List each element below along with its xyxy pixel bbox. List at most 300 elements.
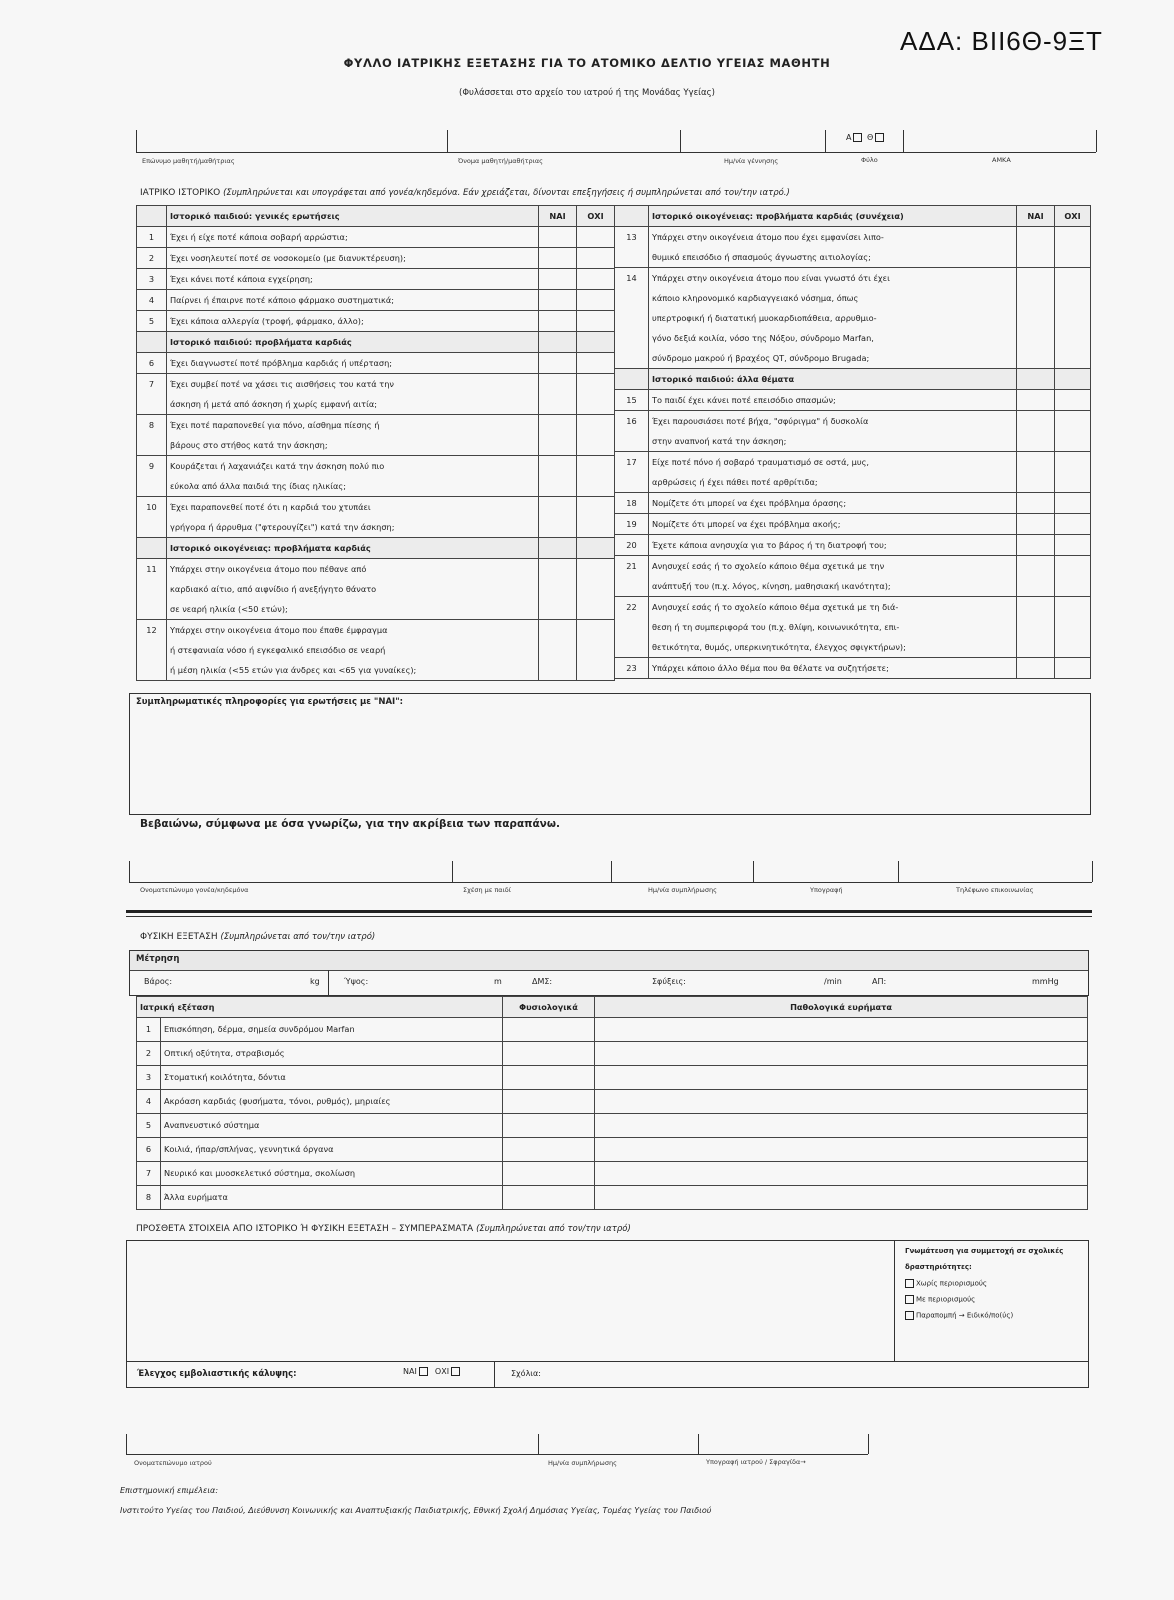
exam-item: Κοιλιά, ήπαρ/σπλήνας, γεννητικά όργανα <box>161 1138 503 1162</box>
no-cell[interactable] <box>577 456 615 477</box>
question-row <box>615 247 1091 268</box>
opt-no-restrictions[interactable]: Χωρίς περιορισμούς <box>903 1279 987 1288</box>
question-text: Παίρνει ή έπαιρνε ποτέ κάποιο φάρμακο συστηματικά; <box>167 290 539 311</box>
yes-cell[interactable] <box>1017 637 1055 658</box>
no-cell[interactable] <box>577 497 615 518</box>
right-header: Ιστορικό οικογένειας: προβλήματα καρδιάς (συνέχεια) <box>649 206 1017 227</box>
yes-cell[interactable] <box>1017 268 1055 289</box>
yes-cell[interactable] <box>1017 535 1055 556</box>
normal-cell[interactable] <box>503 1018 595 1042</box>
exam-item: Αναπνευστικό σύστημα <box>161 1114 503 1138</box>
yes-cell[interactable] <box>539 456 577 477</box>
comments-label: Σχόλια: <box>511 1369 541 1378</box>
no-cell[interactable] <box>577 311 615 332</box>
normal-cell[interactable] <box>503 1090 595 1114</box>
sex-a-checkbox[interactable] <box>853 133 862 142</box>
no-cell[interactable] <box>577 269 615 290</box>
vaccination-label: Έλεγχος εμβολιαστικής κάλυψης: <box>137 1369 297 1379</box>
normal-cell[interactable] <box>503 1114 595 1138</box>
yes-cell[interactable] <box>1017 452 1055 473</box>
no-cell[interactable] <box>1055 658 1091 679</box>
no-cell[interactable] <box>1055 576 1091 597</box>
question-row <box>137 311 615 332</box>
abnormal-cell[interactable] <box>595 1090 1088 1114</box>
question-number: 13 <box>615 227 649 248</box>
normal-cell[interactable] <box>503 1186 595 1210</box>
bmi-label: ΔΜΣ: <box>532 977 553 986</box>
exam-item: Νευρικό και μυοσκελετικό σύστημα, σκολίωση <box>161 1162 503 1186</box>
question-text: Υπάρχει στην οικογένεια άτομο που πέθανε από <box>167 559 539 580</box>
exam-row <box>137 1138 1088 1162</box>
exam-row <box>137 1090 1088 1114</box>
question-number <box>137 517 167 538</box>
no-restrictions-checkbox[interactable] <box>905 1279 914 1288</box>
no-cell[interactable] <box>577 227 615 248</box>
no-cell[interactable] <box>1055 328 1091 348</box>
yes-cell[interactable] <box>539 538 577 559</box>
yes-cell[interactable] <box>1017 431 1055 452</box>
yes-cell[interactable] <box>1017 308 1055 328</box>
yes-cell[interactable] <box>539 476 577 497</box>
no-cell[interactable] <box>1055 617 1091 637</box>
question-row <box>615 514 1091 535</box>
sex-label: Φύλο <box>861 156 878 164</box>
question-text: Έχει παραπονεθεί ποτέ ότι η καρδιά του χτυπάει <box>167 497 539 518</box>
question-row <box>137 620 615 641</box>
question-text: γρήγορα ή άρρυθμα ("φτερουγίζει") κατά την άσκηση; <box>167 517 539 538</box>
yes-cell[interactable] <box>539 620 577 641</box>
question-number: 12 <box>137 620 167 641</box>
yes-cell[interactable] <box>539 497 577 518</box>
no-cell[interactable] <box>577 435 615 456</box>
question-row <box>615 328 1091 348</box>
section-header-row <box>137 538 615 559</box>
yes-cell[interactable] <box>539 290 577 311</box>
question-row <box>615 390 1091 411</box>
question-row <box>615 227 1091 248</box>
question-row <box>615 576 1091 597</box>
no-cell[interactable] <box>577 353 615 374</box>
question-number <box>615 617 649 637</box>
yes-cell[interactable] <box>1017 597 1055 618</box>
exam-col3: Παθολογικά ευρήματα <box>595 997 1088 1018</box>
question-number <box>615 328 649 348</box>
yes-cell[interactable] <box>539 599 577 620</box>
no-cell[interactable] <box>577 415 615 436</box>
surname-label: Επώνυμο μαθητή/μαθήτριας <box>142 157 235 165</box>
question-number: 10 <box>137 497 167 518</box>
question-text: βάρους στο στήθος κατά την άσκηση; <box>167 435 539 456</box>
section-header: Ιστορικό παιδιού: άλλα θέματα <box>649 369 1017 390</box>
yes-cell[interactable] <box>539 517 577 538</box>
no-cell[interactable] <box>577 290 615 311</box>
question-text: Έχετε κάποια ανησυχία για το βάρος ή τη διατροφή του; <box>649 535 1017 556</box>
question-number <box>615 247 649 268</box>
extra-info-label: Συμπληρωματικές πληροφορίες για ερωτήσεις με "ΝΑΙ": <box>136 697 404 707</box>
vacc-yes-checkbox[interactable] <box>419 1367 428 1376</box>
question-text: Έχει ή είχε ποτέ κάποια σοβαρή αρρώστια; <box>167 227 539 248</box>
conclusions-box[interactable] <box>126 1240 1089 1362</box>
question-number <box>137 640 167 660</box>
question-text: Νομίζετε ότι μπορεί να έχει πρόβλημα ακοής; <box>649 514 1017 535</box>
exam-item: Άλλα ευρήματα <box>161 1186 503 1210</box>
no-cell[interactable] <box>577 640 615 660</box>
question-number: 4 <box>137 290 167 311</box>
yes-cell[interactable] <box>1017 328 1055 348</box>
question-row <box>615 637 1091 658</box>
doctor-signature-label: Υπογραφή ιατρού / Σφραγίδα→ <box>706 1458 806 1466</box>
question-number: 1 <box>137 227 167 248</box>
question-row <box>615 597 1091 618</box>
exam-item: Στοματική κοιλότητα, δόντια <box>161 1066 503 1090</box>
no-cell[interactable] <box>1055 472 1091 493</box>
amka-label: ΑΜΚΑ <box>992 156 1011 164</box>
exam-col2: Φυσιολογικά <box>503 997 595 1018</box>
question-text: Έχει κάποια αλλεργία (τροφή, φάρμακο, άλλο); <box>167 311 539 332</box>
no-cell[interactable] <box>577 579 615 599</box>
question-number <box>137 660 167 681</box>
parent-name-label: Ονοματεπώνυμο γονέα/κηδεμόνα <box>140 886 249 894</box>
question-row <box>137 559 615 580</box>
question-number: 9 <box>137 456 167 477</box>
exam-row <box>137 1186 1088 1210</box>
abnormal-cell[interactable] <box>595 1018 1088 1042</box>
question-text: θετικότητα, θυμός, υπερκινητικότητα, έλεγχος σφιγκτήρων); <box>649 637 1017 658</box>
exam-number: 4 <box>137 1090 161 1114</box>
normal-cell[interactable] <box>503 1138 595 1162</box>
question-text: υπερτροφική ή διατατική μυοκαρδιοπάθεια, αρρυθμιο- <box>649 308 1017 328</box>
history-right-table <box>614 205 1091 679</box>
pulse-label: Σφύξεις: <box>652 977 686 986</box>
abnormal-cell[interactable] <box>595 1186 1088 1210</box>
question-number <box>137 599 167 620</box>
no-cell[interactable] <box>1055 348 1091 369</box>
question-text: Είχε ποτέ πόνο ή σοβαρό τραυματισμό σε οστά, μυς, <box>649 452 1017 473</box>
yes-cell[interactable] <box>1017 617 1055 637</box>
question-text: ανάπτυξή του (π.χ. λόγος, κίνηση, μαθησιακή ικανότητα); <box>649 576 1017 597</box>
question-row <box>137 476 615 497</box>
exam-item: Οπτική οξύτητα, στραβισμός <box>161 1042 503 1066</box>
height-label: Ύψος: <box>344 977 369 986</box>
yes-cell[interactable] <box>539 311 577 332</box>
parent-phone-label: Τηλέφωνο επικοινωνίας <box>956 886 1034 894</box>
question-text: αρθρώσεις ή έχει πάθει ποτέ αρθρίτιδα; <box>649 472 1017 493</box>
exam-table <box>136 996 1088 1210</box>
opt-referral[interactable]: Παραπομπή → Ειδικό/πο(ύς) <box>903 1311 1013 1320</box>
question-number: 16 <box>615 411 649 432</box>
section-divider <box>126 910 1092 913</box>
confirm-statement: Βεβαιώνω, σύμφωνα με όσα γνωρίζω, για την ακρίβεια των παραπάνω. <box>140 818 560 830</box>
question-text: θεση ή τη συμπεριφορά του (π.χ. θλίψη, κοινωνικότητα, επι- <box>649 617 1017 637</box>
yes-header: ΝΑΙ <box>1017 206 1055 227</box>
yes-cell[interactable] <box>539 374 577 395</box>
question-row <box>615 617 1091 637</box>
bp-label: ΑΠ: <box>872 977 887 986</box>
no-cell[interactable] <box>1055 411 1091 432</box>
exam-number: 6 <box>137 1138 161 1162</box>
exam-heading: ΦΥΣΙΚΗ ΕΞΕΤΑΣΗ (Συμπληρώνεται από τον/την ιατρό) <box>140 932 376 942</box>
exam-number: 5 <box>137 1114 161 1138</box>
yes-cell[interactable] <box>539 332 577 353</box>
no-cell[interactable] <box>1055 308 1091 328</box>
question-row <box>615 493 1091 514</box>
no-cell[interactable] <box>1055 227 1091 248</box>
no-cell[interactable] <box>577 248 615 269</box>
normal-cell[interactable] <box>503 1066 595 1090</box>
exam-number: 1 <box>137 1018 161 1042</box>
no-cell[interactable] <box>1055 493 1091 514</box>
exam-row <box>137 1066 1088 1090</box>
question-number <box>137 435 167 456</box>
yes-cell[interactable] <box>539 415 577 436</box>
opinion-label-2: δραστηριότητες: <box>905 1263 972 1271</box>
with-restrictions-checkbox[interactable] <box>905 1295 914 1304</box>
question-number: 11 <box>137 559 167 580</box>
question-row <box>137 640 615 660</box>
no-cell[interactable] <box>577 559 615 580</box>
question-text: στην αναπνοή κατά την άσκηση; <box>649 431 1017 452</box>
normal-cell[interactable] <box>503 1042 595 1066</box>
no-cell[interactable] <box>1055 514 1091 535</box>
opinion-label-1: Γνωμάτευση για συμμετοχή σε σχολικές <box>905 1247 1064 1255</box>
abnormal-cell[interactable] <box>595 1042 1088 1066</box>
question-number: 5 <box>137 311 167 332</box>
m-unit: m <box>494 977 502 986</box>
question-row <box>615 431 1091 452</box>
question-text: Υπάρχει κάποιο άλλο θέμα που θα θέλατε να συζητήσετε; <box>649 658 1017 679</box>
dob-label: Ημ/νία γέννησης <box>724 157 779 165</box>
question-text: κάποιο κληρονομικό καρδιαγγειακό νόσημα, όπως <box>649 288 1017 308</box>
question-number: 23 <box>615 658 649 679</box>
section-header: Ιστορικό οικογένειας: προβλήματα καρδιάς <box>167 538 539 559</box>
no-cell[interactable] <box>1055 268 1091 289</box>
question-row <box>137 269 615 290</box>
question-number: 7 <box>137 374 167 395</box>
no-cell[interactable] <box>577 538 615 559</box>
exam-number: 2 <box>137 1042 161 1066</box>
referral-checkbox[interactable] <box>905 1311 914 1320</box>
no-cell[interactable] <box>1055 431 1091 452</box>
question-number: 3 <box>137 269 167 290</box>
question-row <box>137 374 615 395</box>
no-cell[interactable] <box>577 517 615 538</box>
section-header-row <box>615 369 1091 390</box>
question-number <box>137 579 167 599</box>
question-number <box>615 288 649 308</box>
yes-cell[interactable] <box>539 227 577 248</box>
no-cell[interactable] <box>1055 597 1091 618</box>
conclusions-heading: ΠΡΟΣΘΕΤΑ ΣΤΟΙΧΕΙΑ ΑΠΟ ΙΣΤΟΡΙΚΟ Ή ΦΥΣΙΚΗ ΕΞΕΤΑΣΗ – ΣΥΜΠΕΡΑΣΜΑΤΑ (Συμπληρώνεται από τον/την ιατρό) <box>136 1224 631 1234</box>
yes-cell[interactable] <box>539 559 577 580</box>
opt-with-restrictions[interactable]: Με περιορισμούς <box>903 1295 975 1304</box>
question-row <box>615 452 1091 473</box>
abnormal-cell[interactable] <box>595 1138 1088 1162</box>
question-row <box>615 472 1091 493</box>
no-cell[interactable] <box>1055 637 1091 658</box>
ada-code: ΑΔΑ: ΒΙΙ6Θ-9ΞΤ <box>900 26 1103 56</box>
no-cell[interactable] <box>577 620 615 641</box>
question-row <box>137 517 615 538</box>
question-text: Έχει νοσηλευτεί ποτέ σε νοσοκομείο (με διανυκτέρευση); <box>167 248 539 269</box>
yes-cell[interactable] <box>1017 576 1055 597</box>
question-row <box>137 394 615 415</box>
form-subtitle: (Φυλάσσεται στο αρχείο του ιατρού ή της Μονάδας Υγείας) <box>459 88 715 98</box>
yes-cell[interactable] <box>539 579 577 599</box>
question-number <box>615 431 649 452</box>
question-text: ή μέση ηλικία (<55 ετών για άνδρες και <65 για γυναίκες); <box>167 660 539 681</box>
no-cell[interactable] <box>1055 288 1091 308</box>
question-number: 2 <box>137 248 167 269</box>
measure-label: Μέτρηση <box>136 954 180 964</box>
yes-cell[interactable] <box>1017 493 1055 514</box>
question-row <box>137 435 615 456</box>
abnormal-cell[interactable] <box>595 1114 1088 1138</box>
yes-cell[interactable] <box>539 660 577 681</box>
mmhg-unit: mmHg <box>1032 977 1059 986</box>
question-number: 19 <box>615 514 649 535</box>
abnormal-cell[interactable] <box>595 1066 1088 1090</box>
abnormal-cell[interactable] <box>595 1162 1088 1186</box>
no-cell[interactable] <box>577 332 615 353</box>
relation-label: Σχέση με παιδί <box>463 886 511 894</box>
no-cell[interactable] <box>577 599 615 620</box>
sex-options[interactable]: Α Θ <box>846 133 886 142</box>
no-cell[interactable] <box>577 374 615 395</box>
vaccination-options[interactable]: ΝΑΙ ΟΧΙ <box>403 1367 462 1376</box>
yes-cell[interactable] <box>539 269 577 290</box>
measurement-box <box>129 950 1089 996</box>
question-row <box>137 248 615 269</box>
credits-text: Ινστιτούτο Υγείας του Παιδιού, Διεύθυνση Κοινωνικής και Αναπτυξιακής Παιδιατρικής, Εθνική Σχολή Δημόσιας Υγείας, Τομέας Υγείας του Παιδιού <box>120 1506 712 1515</box>
yes-cell[interactable] <box>1017 288 1055 308</box>
no-cell[interactable] <box>1055 452 1091 473</box>
yes-cell[interactable] <box>539 353 577 374</box>
no-header: ΟΧΙ <box>577 206 615 227</box>
yes-cell[interactable] <box>1017 369 1055 390</box>
question-number <box>615 472 649 493</box>
question-number: 18 <box>615 493 649 514</box>
yes-cell[interactable] <box>1017 472 1055 493</box>
question-row <box>615 535 1091 556</box>
kg-unit: kg <box>310 977 320 986</box>
history-left-table <box>136 205 615 681</box>
question-row <box>137 660 615 681</box>
question-number <box>615 637 649 658</box>
question-row <box>137 227 615 248</box>
question-text: Υπάρχει στην οικογένεια άτομο που έπαθε έμφραγμα <box>167 620 539 641</box>
yes-cell[interactable] <box>539 394 577 415</box>
question-text: Νομίζετε ότι μπορεί να έχει πρόβλημα όρασης; <box>649 493 1017 514</box>
question-number <box>137 476 167 497</box>
exam-row <box>137 1042 1088 1066</box>
yes-cell[interactable] <box>1017 556 1055 577</box>
yes-cell[interactable] <box>539 435 577 456</box>
question-text: Έχει συμβεί ποτέ να χάσει τις αισθήσεις του κατά την <box>167 374 539 395</box>
yes-cell[interactable] <box>1017 348 1055 369</box>
question-number <box>137 394 167 415</box>
vaccination-row <box>126 1361 1089 1388</box>
exam-item: Επισκόπηση, δέρμα, σημεία συνδρόμου Marfan <box>161 1018 503 1042</box>
exam-number: 7 <box>137 1162 161 1186</box>
question-text: Ανησυχεί εσάς ή το σχολείο κάποιο θέμα σχετικά με την <box>649 556 1017 577</box>
sex-th-checkbox[interactable] <box>875 133 884 142</box>
question-number: 17 <box>615 452 649 473</box>
left-header: Ιστορικό παιδιού: γενικές ερωτήσεις <box>167 206 539 227</box>
no-cell[interactable] <box>1055 369 1091 390</box>
exam-item: Ακρόαση καρδιάς (φυσήματα, τόνοι, ρυθμός), μηριαίες <box>161 1090 503 1114</box>
question-row <box>615 288 1091 308</box>
question-number: 14 <box>615 268 649 289</box>
no-cell[interactable] <box>1055 535 1091 556</box>
yes-cell[interactable] <box>539 640 577 660</box>
exam-row <box>137 1114 1088 1138</box>
question-text: Υπάρχει στην οικογένεια άτομο που είναι γνωστό ότι έχει <box>649 268 1017 289</box>
yes-cell[interactable] <box>1017 390 1055 411</box>
question-row <box>137 353 615 374</box>
no-cell[interactable] <box>1055 247 1091 268</box>
no-cell[interactable] <box>1055 556 1091 577</box>
parent-signature-label: Υπογραφή <box>810 886 843 894</box>
doctor-date-label: Ημ/νία συμπλήρωσης <box>548 1459 617 1467</box>
question-row <box>615 658 1091 679</box>
question-row <box>137 497 615 518</box>
no-cell[interactable] <box>577 660 615 681</box>
yes-cell[interactable] <box>1017 247 1055 268</box>
question-text: σύνδρομο μακρού ή βραχέος QT, σύνδρομο Brugada; <box>649 348 1017 369</box>
question-text: Κουράζεται ή λαχανιάζει κατά την άσκηση πολύ πιο <box>167 456 539 477</box>
no-cell[interactable] <box>577 476 615 497</box>
yes-cell[interactable] <box>1017 514 1055 535</box>
exam-col1: Ιατρική εξέταση <box>137 997 503 1018</box>
no-header: ΟΧΙ <box>1055 206 1091 227</box>
question-number <box>615 369 649 390</box>
vacc-no-checkbox[interactable] <box>451 1367 460 1376</box>
no-cell[interactable] <box>577 394 615 415</box>
question-text: εύκολα από άλλα παιδιά της ίδιας ηλικίας; <box>167 476 539 497</box>
question-row <box>615 308 1091 328</box>
question-row <box>137 290 615 311</box>
exam-row <box>137 1162 1088 1186</box>
question-number: 21 <box>615 556 649 577</box>
question-row <box>137 579 615 599</box>
question-number: 6 <box>137 353 167 374</box>
question-text: Έχει κάνει ποτέ κάποια εγχείρηση; <box>167 269 539 290</box>
yes-cell[interactable] <box>1017 411 1055 432</box>
parent-date-label: Ημ/νία συμπλήρωσης <box>648 886 717 894</box>
min-unit: /min <box>824 977 842 986</box>
question-text: Έχει διαγνωστεί ποτέ πρόβλημα καρδιάς ή υπέρταση; <box>167 353 539 374</box>
question-text: Υπάρχει στην οικογένεια άτομο που έχει εμφανίσει λιπο- <box>649 227 1017 248</box>
doctor-name-label: Ονοματεπώνυμο ιατρού <box>134 1459 212 1467</box>
no-cell[interactable] <box>1055 390 1091 411</box>
yes-cell[interactable] <box>1017 227 1055 248</box>
question-row <box>615 411 1091 432</box>
yes-cell[interactable] <box>1017 658 1055 679</box>
exam-row <box>137 1018 1088 1042</box>
question-number <box>137 538 167 559</box>
question-text: Το παιδί έχει κάνει ποτέ επεισόδιο σπασμών; <box>649 390 1017 411</box>
normal-cell[interactable] <box>503 1162 595 1186</box>
question-row <box>137 599 615 620</box>
question-number <box>615 576 649 597</box>
yes-cell[interactable] <box>539 248 577 269</box>
question-text: άσκηση ή μετά από άσκηση ή χωρίς εμφανή αιτία; <box>167 394 539 415</box>
extra-info-box[interactable] <box>129 693 1091 815</box>
credits-label: Επιστημονική επιμέλεια: <box>120 1486 219 1495</box>
section-header: Ιστορικό παιδιού: προβλήματα καρδιάς <box>167 332 539 353</box>
question-text: γόνο δεξιά κοιλία, νόσο της Νόξου, σύνδρομο Marfan, <box>649 328 1017 348</box>
question-row <box>137 456 615 477</box>
